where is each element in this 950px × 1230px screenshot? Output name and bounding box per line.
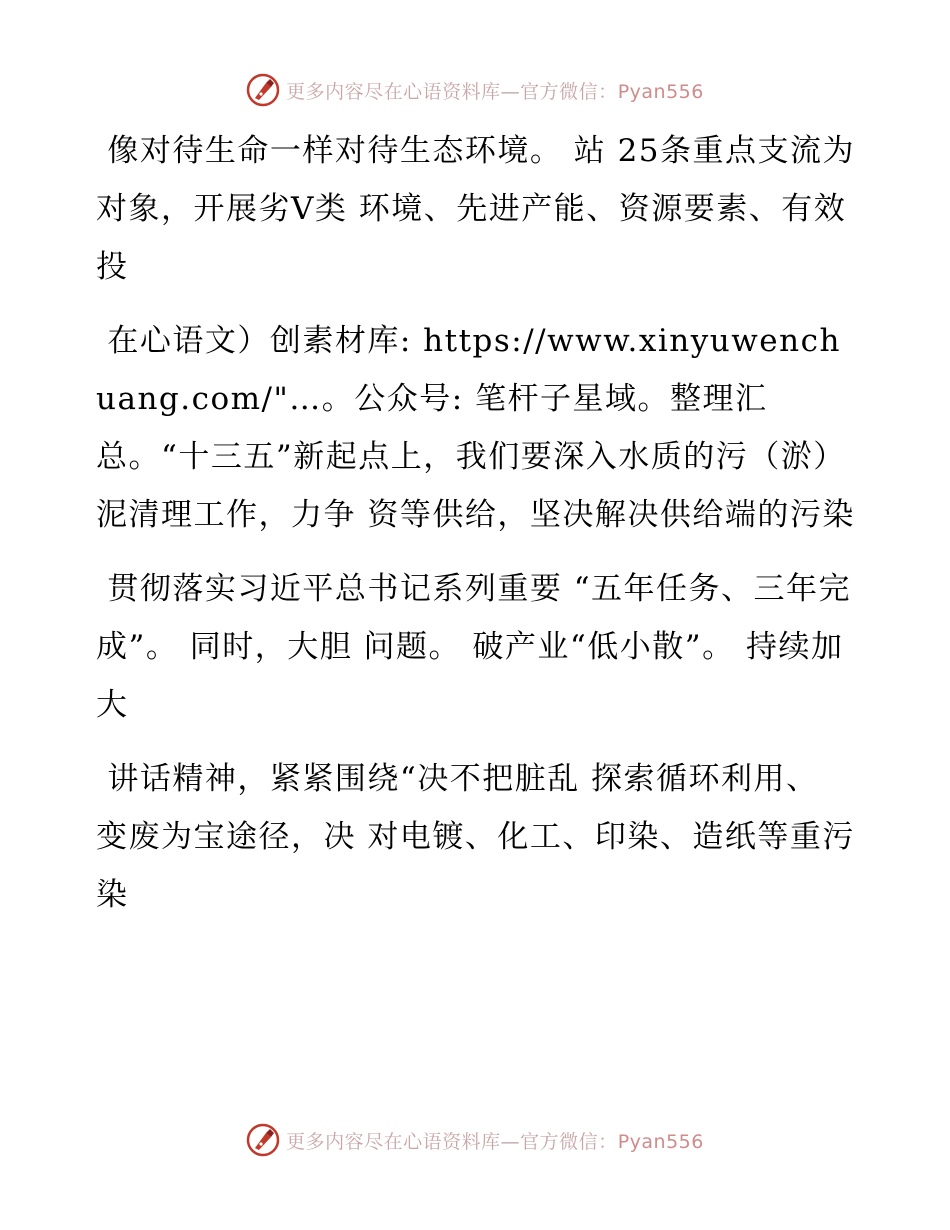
footer-banner-text (286, 1127, 704, 1154)
header-wechat-id: Pyan556 (617, 80, 704, 103)
footer-banner-dash: — (500, 1130, 521, 1153)
header-banner-text (286, 77, 704, 104)
footer-banner-main: 更多内容尽在心语资料库 (286, 1130, 501, 1153)
paragraph-1: 像对待生命一样对待生态环境。 站 25条重点支流为对象，开展劣Ⅴ类 环境、先进产能、资源要素、有效投 (96, 133, 856, 285)
header-banner-dash: — (500, 80, 521, 103)
pen-nib-logo-icon (246, 73, 280, 107)
footer-banner (0, 1120, 950, 1160)
document-body (96, 122, 856, 940)
header-banner-inner (246, 73, 704, 107)
header-banner (0, 70, 950, 110)
header-wechat-label: 官方微信： (520, 80, 618, 103)
pen-nib-logo-icon (246, 1123, 280, 1157)
footer-wechat-label: 官方微信： (520, 1130, 618, 1153)
footer-banner-inner (246, 1123, 704, 1157)
paragraph-4: 讲话精神，紧紧围绕“决不把脏乱 探索循环利用、 变废为宝途径，决 对电镀、化工、印染、造纸等重污染 (96, 761, 855, 913)
footer-wechat-id: Pyan556 (617, 1130, 704, 1153)
paragraph-3: 贯彻落实习近平总书记系列重要 “五年任务、三年完成”。 同时，大胆 问题。 破产业“低小散”。 持续加大 (96, 571, 852, 723)
paragraph-2: 在心语文）创素材库: https://www.xinyuwenchuang.com/"…。公众号: 笔杆子星域。整理汇总。“十三五”新起点上，我们要深入水质的污（淤）泥清理工作，力争 资等供给，坚决解决供给端的污染 (96, 323, 855, 533)
header-banner-main: 更多内容尽在心语资料库 (286, 80, 501, 103)
